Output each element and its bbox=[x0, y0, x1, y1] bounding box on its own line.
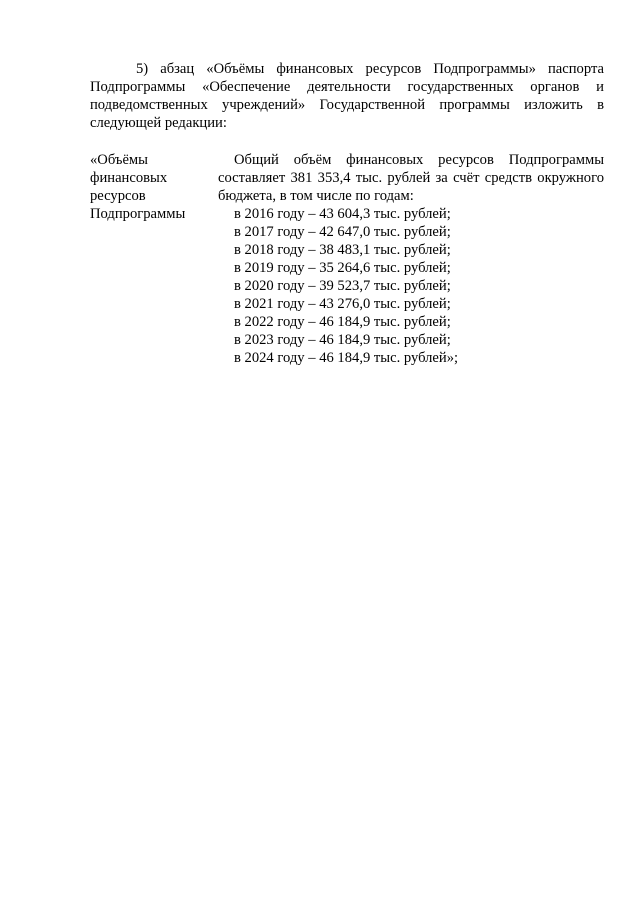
intro-paragraph: 5) абзац «Объёмы финансовых ресурсов Подпрограммы» паспорта Подпрограммы «Обеспечение деятельности государственных органов и подведомственных учреждений» Государственной программы изложить в следующей редакции: bbox=[90, 61, 604, 131]
document-page bbox=[90, 60, 604, 367]
year-funding-item: в 2018 году – 38 483,1 тыс. рублей; bbox=[234, 242, 451, 258]
passport-label-line: финансовых bbox=[90, 170, 168, 186]
passport-label-line: «Объёмы bbox=[90, 152, 148, 168]
year-funding-item: в 2019 году – 35 264,6 тыс. рублей; bbox=[234, 260, 451, 276]
total-funding-text: Общий объём финансовых ресурсов Подпрограммы составляет 381 353,4 тыс. рублей за счёт средств окружного бюджета, в том числе по годам: bbox=[218, 152, 604, 204]
year-funding-item: в 2021 году – 43 276,0 тыс. рублей; bbox=[234, 296, 451, 312]
year-funding-item: в 2024 году – 46 184,9 тыс. рублей»; bbox=[234, 350, 459, 366]
year-funding-item: в 2016 году – 43 604,3 тыс. рублей; bbox=[234, 206, 451, 222]
year-funding-item: в 2020 году – 39 523,7 тыс. рублей; bbox=[234, 278, 451, 294]
year-funding-item: в 2023 году – 46 184,9 тыс. рублей; bbox=[234, 332, 451, 348]
passport-table bbox=[90, 151, 604, 367]
year-funding-item: в 2017 году – 42 647,0 тыс. рублей; bbox=[234, 224, 451, 240]
passport-label-cell bbox=[90, 151, 218, 367]
passport-label-line: ресурсов bbox=[90, 188, 146, 204]
year-funding-item: в 2022 году – 46 184,9 тыс. рублей; bbox=[234, 314, 451, 330]
passport-value-cell bbox=[218, 151, 604, 367]
passport-label-line: Подпрограммы bbox=[90, 206, 186, 222]
yearly-funding-list bbox=[218, 205, 604, 367]
